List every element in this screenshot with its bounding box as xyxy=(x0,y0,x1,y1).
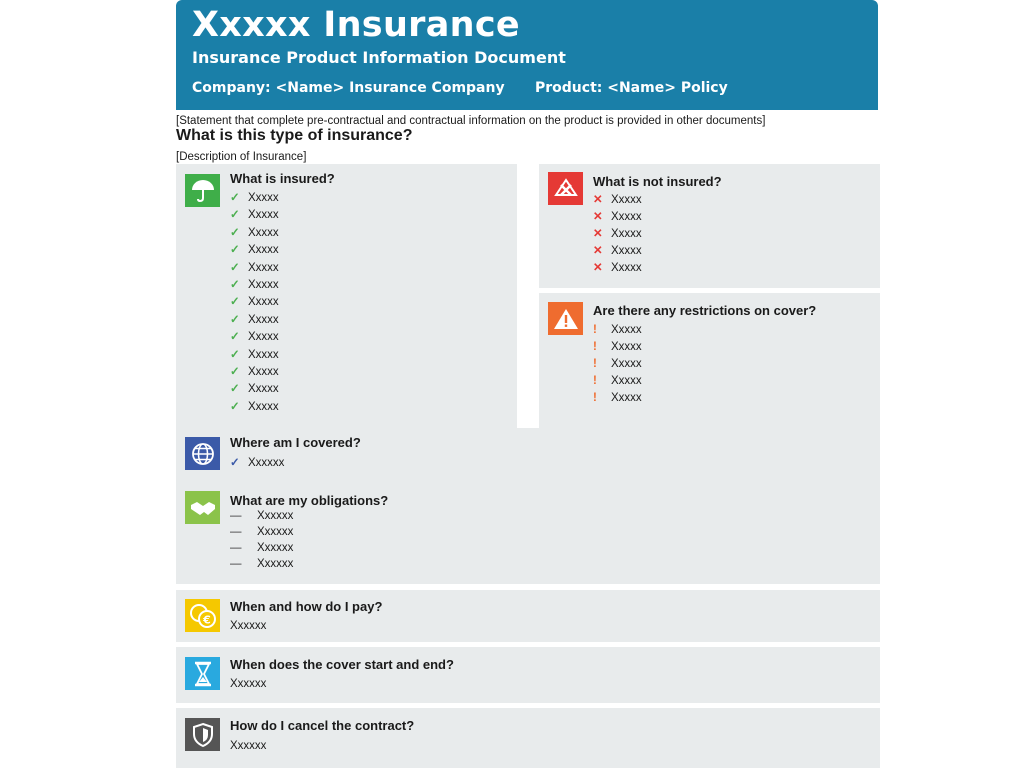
cross-icon: ✕ xyxy=(593,262,603,274)
statement-text: [Statement that complete pre-contractual and contractual information on the product is provided in other documents] xyxy=(176,115,766,127)
list-item-text: Xxxxxx xyxy=(248,457,285,469)
exclamation-icon: ! xyxy=(593,375,597,387)
exclamation-icon: ! xyxy=(593,324,597,336)
list-item-text: Xxxxx xyxy=(611,375,642,387)
list-item xyxy=(230,312,279,329)
what-is-not-insured-panel xyxy=(539,164,880,288)
list-item-text: Xxxxx xyxy=(611,392,642,404)
list-item xyxy=(230,242,279,259)
restrictions-title: Are there any restrictions on cover? xyxy=(593,303,817,318)
list-item-text: Xxxxx xyxy=(248,279,279,291)
list-item xyxy=(230,455,284,472)
list-item-text: Xxxxx xyxy=(248,261,279,274)
list-item-text: Xxxxx xyxy=(248,366,279,378)
check-icon: ✓ xyxy=(230,244,240,257)
list-item xyxy=(230,399,279,416)
insurance-description: [Description of Insurance] xyxy=(176,151,307,163)
list-item-text: Xxxxx xyxy=(611,211,642,223)
list-item xyxy=(230,190,279,207)
where-covered-title: Where am I covered? xyxy=(230,435,361,450)
list-item xyxy=(593,260,642,277)
list-item xyxy=(593,390,642,407)
warning-icon xyxy=(548,302,583,335)
list-item xyxy=(230,381,279,398)
list-item-text: Xxxxx xyxy=(611,228,642,240)
list-item xyxy=(230,260,279,277)
what-is-not-insured-title: What is not insured? xyxy=(593,174,722,189)
cross-icon: ✕ xyxy=(593,211,603,223)
check-icon: ✓ xyxy=(230,366,240,378)
cancel-title: How do I cancel the contract? xyxy=(230,718,415,733)
payment-panel xyxy=(176,590,880,642)
cover-period-text: Xxxxxx xyxy=(230,678,267,690)
list-item xyxy=(593,192,642,209)
product-name: Product: <Name> Policy xyxy=(535,80,728,96)
check-icon: ✓ xyxy=(230,209,240,222)
check-icon: ✓ xyxy=(230,313,240,326)
list-item xyxy=(593,339,642,356)
company-name: Company: <Name> Insurance Company xyxy=(192,80,505,96)
list-item xyxy=(593,322,642,339)
cross-icon: ✕ xyxy=(593,228,603,240)
list-item xyxy=(230,207,279,224)
brand-title: Xxxxx Insurance xyxy=(192,5,520,45)
list-item-text: Xxxxx xyxy=(611,341,642,353)
list-item xyxy=(593,226,642,243)
umbrella-icon xyxy=(185,174,220,207)
list-item xyxy=(230,364,279,381)
cancel-panel xyxy=(176,708,880,768)
what-is-insured-panel xyxy=(176,164,517,428)
list-item-text: Xxxxxx xyxy=(257,510,294,522)
check-icon: ✓ xyxy=(230,383,240,396)
check-icon: ✓ xyxy=(230,261,240,274)
list-item-text: Xxxxx xyxy=(611,358,642,370)
dash-icon: — xyxy=(230,526,242,538)
exclamation-icon: ! xyxy=(593,358,597,370)
exclamation-icon: ! xyxy=(593,392,597,404)
dash-icon: — xyxy=(230,558,242,570)
list-item xyxy=(230,225,279,242)
list-item xyxy=(593,209,642,226)
payment-title: When and how do I pay? xyxy=(230,599,383,614)
list-item-text: Xxxxx xyxy=(248,313,279,326)
cover-period-panel xyxy=(176,647,880,703)
check-icon: ✓ xyxy=(230,296,240,309)
crossed-umbrella-icon xyxy=(548,172,583,205)
list-item xyxy=(230,524,293,541)
list-item-text: Xxxxx xyxy=(611,245,642,257)
hourglass-icon xyxy=(185,657,220,690)
list-item-text: Xxxxx xyxy=(611,194,642,206)
handshake-icon xyxy=(185,491,220,524)
cover-period-title: When does the cover start and end? xyxy=(230,657,454,672)
list-item xyxy=(230,508,293,525)
list-item xyxy=(230,540,293,557)
check-icon: ✓ xyxy=(230,192,240,204)
globe-icon xyxy=(185,437,220,470)
list-item-text: Xxxxxx xyxy=(257,542,294,554)
check-icon: ✓ xyxy=(230,226,240,239)
restrictions-panel xyxy=(539,293,880,428)
check-icon: ✓ xyxy=(230,457,240,469)
dash-icon: — xyxy=(230,542,242,554)
list-item-text: Xxxxx xyxy=(248,209,279,222)
cross-icon: ✕ xyxy=(593,245,603,257)
list-item-text: Xxxxx xyxy=(248,244,279,257)
list-item xyxy=(230,294,279,311)
exclamation-icon: ! xyxy=(593,341,597,353)
list-item-text: Xxxxx xyxy=(248,400,279,413)
list-item xyxy=(593,373,642,390)
list-item xyxy=(230,329,279,346)
coins-icon xyxy=(185,599,220,632)
list-item xyxy=(593,356,642,373)
list-item-text: Xxxxx xyxy=(248,348,279,361)
list-item-text: Xxxxx xyxy=(248,226,279,239)
list-item xyxy=(230,347,279,364)
list-item-text: Xxxxxx xyxy=(257,558,294,570)
check-icon: ✓ xyxy=(230,279,240,291)
list-item xyxy=(230,556,293,573)
document-header xyxy=(176,0,878,110)
shield-icon xyxy=(185,718,220,751)
list-item-text: Xxxxx xyxy=(248,331,279,344)
what-is-insured-title: What is insured? xyxy=(230,171,335,186)
list-item-text: Xxxxxx xyxy=(257,526,294,538)
check-icon: ✓ xyxy=(230,331,240,344)
insurance-type-heading: What is this type of insurance? xyxy=(176,127,413,144)
dash-icon: — xyxy=(230,510,242,522)
document-subtitle: Insurance Product Information Document xyxy=(192,48,566,67)
obligations-title: What are my obligations? xyxy=(230,493,389,508)
check-icon: ✓ xyxy=(230,348,240,361)
list-item-text: Xxxxx xyxy=(248,296,279,309)
cross-icon: ✕ xyxy=(593,194,603,206)
coverage-obligations-panel xyxy=(176,428,880,584)
payment-text: Xxxxxx xyxy=(230,620,267,632)
list-item-text: Xxxxx xyxy=(611,262,642,274)
list-item-text: Xxxxx xyxy=(248,192,279,204)
check-icon: ✓ xyxy=(230,400,240,413)
list-item xyxy=(593,243,642,260)
cancel-text: Xxxxxx xyxy=(230,740,267,752)
list-item-text: Xxxxx xyxy=(611,324,642,336)
list-item xyxy=(230,277,279,294)
svg-text:€: € xyxy=(202,613,211,626)
list-item-text: Xxxxx xyxy=(248,383,279,396)
